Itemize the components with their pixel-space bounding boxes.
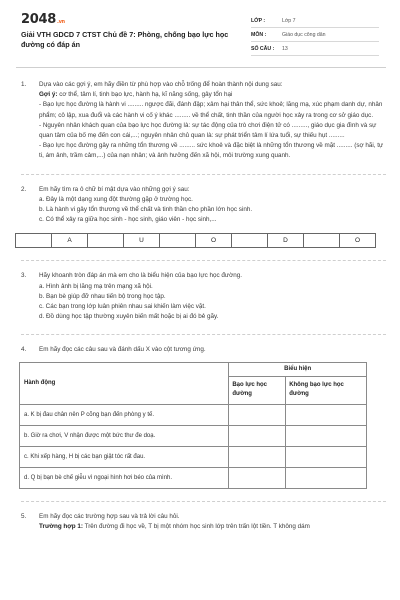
answer-option[interactable]: c. Các bạn trong lớp luân phiên nhau sai khiến làm việc vặt. — [39, 303, 206, 311]
table-header-row — [20, 362, 367, 376]
crossword-boxes — [16, 233, 386, 248]
question-2 — [21, 185, 386, 226]
table-cell-check[interactable] — [229, 425, 286, 446]
logo-text: 2048 — [21, 12, 56, 27]
question-divider — [21, 260, 386, 261]
hint-line — [39, 90, 386, 100]
page-header — [0, 0, 400, 62]
answer-table — [19, 362, 367, 489]
crossword-cell[interactable] — [303, 233, 340, 248]
table-row — [20, 425, 367, 446]
table-cell-check[interactable] — [229, 404, 286, 425]
meta-key: SỐ CÂU : — [251, 45, 275, 52]
table-row — [20, 446, 367, 467]
question-number: 2. — [21, 185, 27, 193]
column-header-group: Biểu hiện — [229, 362, 367, 376]
meta-row-count — [251, 42, 379, 56]
table-row — [20, 404, 367, 425]
question-1 — [21, 80, 386, 162]
question-body — [39, 271, 386, 322]
question-5 — [21, 512, 386, 532]
table-cell-check[interactable] — [229, 467, 286, 488]
table-cell-check[interactable] — [286, 446, 367, 467]
column-header-action: Hành động — [20, 362, 229, 404]
crossword-cell[interactable]: O — [195, 233, 232, 248]
table-row — [20, 467, 367, 488]
question-number: 5. — [21, 512, 27, 520]
crossword-cell[interactable]: D — [267, 233, 304, 248]
meta-table — [251, 14, 379, 56]
fill-paragraph-1: - Bạo lực học đường là hành vi ......... ngược đãi, đánh đập; xâm hại thân thể, sức khoẻ; lăng mạ, xúc phạm danh dự, nhân phẩm; cô lập, xua đuổi và các hành vi cố ý khác ......... về thể chất, tinh thần của người học xảy ra trong cơ sở giáo dục. — [39, 101, 383, 119]
fill-paragraph-2: - Nguyên nhân khách quan của bạo lực học đường là: sự tác động của trò chơi điện tử có ........., giáo dục gia đình và sự quan tâm của bố mẹ đến con cái,...; nguyên nhân chủ quan là: sự phát triển tâm lí lứa tuổi, sự thiếu hụt ......... — [39, 121, 377, 140]
table-cell-action: c. Khi xếp hàng, H bị các bạn giật tóc rất đau. — [20, 446, 229, 467]
answer-option[interactable]: d. Đồ dùng học tập thường xuyên biến mất hoặc bị ai đó bẻ gãy. — [39, 313, 219, 321]
table-cell-action: b. Giờ ra chơi, V nhận được một bức thư đe doạ. — [20, 425, 229, 446]
hint-label: Gợi ý: — [39, 91, 58, 99]
meta-value: Giáo dục công dân — [282, 31, 326, 38]
table-cell-check[interactable] — [286, 404, 367, 425]
question-list — [21, 80, 386, 532]
question-number: 3. — [21, 272, 27, 280]
crossword-cell[interactable]: O — [339, 233, 376, 248]
logo-suffix: .vn — [56, 19, 65, 25]
clue-item: a. Đây là một dạng xung đột thường gặp ở trường học. — [39, 195, 193, 203]
case-paragraph — [39, 522, 386, 532]
question-intro: Hãy khoanh tròn đáp án mà em cho là biểu hiện của bạo lực học đường. — [39, 272, 242, 280]
question-intro: Em hãy tìm ra ô chữ bí mật dựa vào những gợi ý sau: — [39, 185, 190, 193]
crossword-cell[interactable] — [159, 233, 196, 248]
question-divider — [21, 174, 386, 175]
clue-item: b. Là hành vi gây tổn thương về thể chất và tinh thần cho phần lớn học sinh. — [39, 206, 253, 214]
fill-paragraph-3: - Bạo lực học đường gây ra những tổn thương về ......... sức khoẻ và đặc biệt là những tổn thương về mặt ......... (sợ hãi, tự ti, ám ảnh, trầm cảm,...) của nạn nhân; và ảnh hưởng đến xã hội, môi trường xung quanh. — [39, 142, 384, 160]
meta-row-class — [251, 14, 379, 28]
table-cell-check[interactable] — [286, 425, 367, 446]
question-body — [39, 512, 386, 532]
header-divider — [16, 67, 386, 68]
clue-item: c. Có thể xảy ra giữa học sinh - học sinh, giáo viên - học sinh,... — [39, 216, 217, 224]
question-intro: Dựa vào các gợi ý, em hãy điền từ phù hợp vào chỗ trống để hoàn thành nội dung sau: — [39, 81, 283, 88]
case-label: Trường hợp 1: — [39, 522, 83, 530]
question-3 — [21, 271, 386, 322]
question-intro: Em hãy đọc các trường hợp sau và trả lời câu hỏi. — [39, 512, 180, 520]
crossword-cell[interactable] — [87, 233, 124, 248]
site-logo[interactable] — [21, 12, 65, 27]
case-text: Trên đường đi học về, T bị một nhóm học sinh lớp trên trấn lột tiền. T không dám — [82, 522, 310, 530]
table-cell-check[interactable] — [229, 446, 286, 467]
meta-value: 13 — [282, 45, 288, 52]
hint-text: cơ thể, tâm lí, tinh bạo lực, hành hạ, kĩ năng sống, gây tổn hại — [57, 91, 233, 99]
crossword-cell[interactable] — [15, 233, 52, 248]
document-title: Giải VTH GDCD 7 CTST Chủ đề 7: Phòng, chống bạo lực học đường có đáp án — [21, 30, 229, 49]
column-header-violence: Bạo lực học đường — [229, 376, 286, 404]
table-cell-action: d. Q bị bạn bè chế giễu vì ngoại hình hơi béo của mình. — [20, 467, 229, 488]
question-number: 1. — [21, 81, 27, 88]
meta-value: Lớp 7 — [282, 17, 296, 24]
question-divider — [21, 501, 386, 502]
table-cell-action: a. K bị đau chân nên P cõng bạn đến phòng y tế. — [20, 404, 229, 425]
answer-option[interactable]: a. Hình ảnh bị lăng mạ trên mạng xã hội. — [39, 282, 153, 290]
answer-option[interactable]: b. Bạn bè giúp đỡ nhau tiến bộ trong học tập. — [39, 292, 166, 300]
question-intro: Em hãy đọc các câu sau và đánh dấu X vào cột tương ứng. — [39, 346, 206, 354]
crossword-cell[interactable]: A — [51, 233, 88, 248]
crossword-cell[interactable]: U — [123, 233, 160, 248]
question-divider — [21, 334, 386, 335]
meta-key: LỚP : — [251, 17, 266, 24]
question-body — [39, 345, 386, 355]
meta-key: MÔN : — [251, 31, 267, 38]
column-header-no-violence: Không bạo lực học đường — [286, 376, 367, 404]
meta-row-subject — [251, 28, 379, 42]
question-body — [39, 185, 386, 226]
question-body — [39, 80, 386, 162]
question-number: 4. — [21, 346, 27, 354]
crossword-cell[interactable] — [231, 233, 268, 248]
question-4 — [21, 345, 386, 355]
table-cell-check[interactable] — [286, 467, 367, 488]
